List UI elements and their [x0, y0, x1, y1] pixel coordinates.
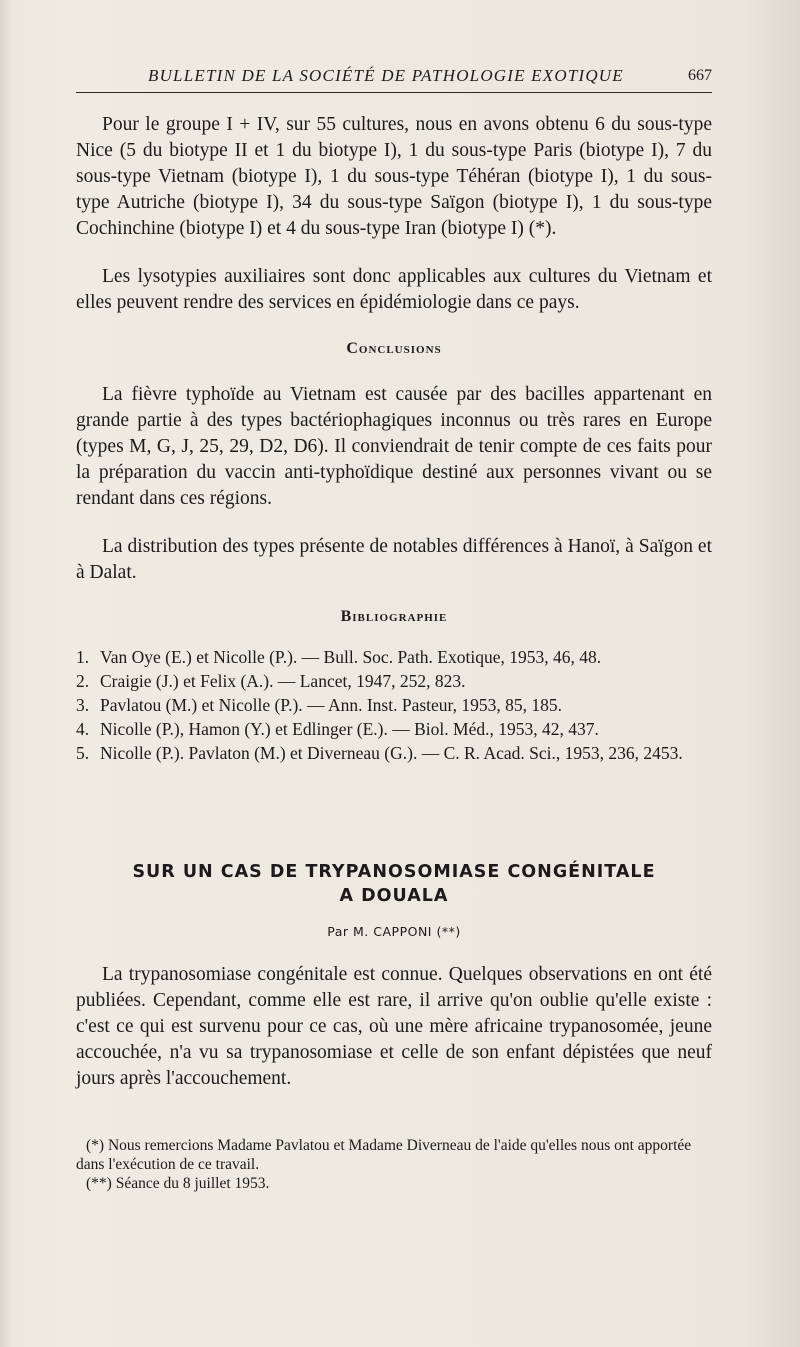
article-title-line1: SUR UN CAS DE TRYPANOSOMIASE CONGÉNITALE	[132, 862, 656, 882]
paragraph-group-results: Pour le groupe I + IV, sur 55 cultures, nous en avons obtenu 6 du sous-type Nice (5 du biotype II et 1 du biotype I), 1 du sous-type Paris (biotype I), 7 du sous-type Vietnam (biotype I), 1 du sous-type Téhéran (biotype I), 1 du sous-type Autriche (biotype I), 34 du sous-type Saïgon (biotype I), 1 du sous-type Cochinchine (biotype I) et 4 du sous-type Iran (biotype I) (*).	[76, 114, 712, 239]
conclusions-heading: Conclusions	[346, 340, 442, 357]
reference-number: 3.	[76, 695, 90, 715]
footnote-acknowledgement: (*) Nous remercions Madame Pavlatou et Madame Diverneau de l'aide qu'elles nous ont apportée dans l'exécution de ce travail.	[76, 1137, 692, 1173]
reference-item	[76, 742, 716, 764]
footnote-session-date: (**) Séance du 8 juillet 1953.	[86, 1175, 270, 1192]
footnotes	[76, 1136, 716, 1193]
article-title-line2: A DOUALA	[339, 886, 449, 906]
paragraph-auxiliary-lysotypes: Les lysotypies auxiliaires sont donc applicables aux cultures du Vietnam et elles peuvent rendre des services en épidémiologie dans ce pays.	[76, 266, 712, 313]
paragraph-article-intro: La trypanosomiase congénitale est connue. Quelques observations en ont été publiées. Cependant, comme elle est rare, il arrive qu'on oublie qu'elle existe : c'est ce qui est survenu pour ce cas, où une mère africaine trypanosomée, jeune accouchée, n'a vu sa trypanosomiase et celle de son enfant dépistées que neuf jours après l'accouchement.	[76, 964, 712, 1089]
bibliography-heading: Bibliographie	[340, 608, 448, 625]
reference-text: Nicolle (P.). Pavlaton (M.) et Diverneau (G.). — C. R. Acad. Sci., 1953, 236, 2453.	[100, 743, 683, 763]
reference-text: Van Oye (E.) et Nicolle (P.). — Bull. Soc. Path. Exotique, 1953, 46, 48.	[100, 647, 602, 667]
page-number: 667	[688, 67, 712, 84]
reference-text: Nicolle (P.), Hamon (Y.) et Edlinger (E.). — Biol. Méd., 1953, 42, 437.	[100, 719, 599, 739]
reference-number: 2.	[76, 671, 90, 691]
reference-item	[76, 718, 716, 740]
reference-text: Craigie (J.) et Felix (A.). — Lancet, 1947, 252, 823.	[100, 671, 466, 691]
article-byline: Par M. CAPPONI (**)	[327, 924, 461, 939]
reference-number: 5.	[76, 743, 90, 763]
reference-item	[76, 646, 716, 668]
paragraph-type-distribution: La distribution des types présente de notables différences à Hanoï, à Saïgon et à Dalat.	[76, 536, 712, 583]
paragraph-conclusions: La fièvre typhoïde au Vietnam est causée par des bacilles appartenant en grande partie à des types bactériophagiques inconnus ou très rares en Europe (types M, G, J, 25, 29, D2, D6). Il conviendrait de tenir compte de ces faits pour la préparation du vaccin anti-typhoïdique destiné aux personnes vivant ou se rendant dans ces régions.	[76, 384, 712, 509]
bibliography-list	[76, 646, 716, 766]
reference-text: Pavlatou (M.) et Nicolle (P.). — Ann. Inst. Pasteur, 1953, 85, 185.	[100, 695, 563, 715]
reference-item	[76, 670, 716, 692]
reference-number: 4.	[76, 719, 90, 739]
reference-number: 1.	[76, 647, 90, 667]
reference-item	[76, 694, 716, 716]
running-title: BULLETIN DE LA SOCIÉTÉ DE PATHOLOGIE EXOTIQUE	[148, 66, 624, 85]
running-header	[76, 64, 712, 93]
